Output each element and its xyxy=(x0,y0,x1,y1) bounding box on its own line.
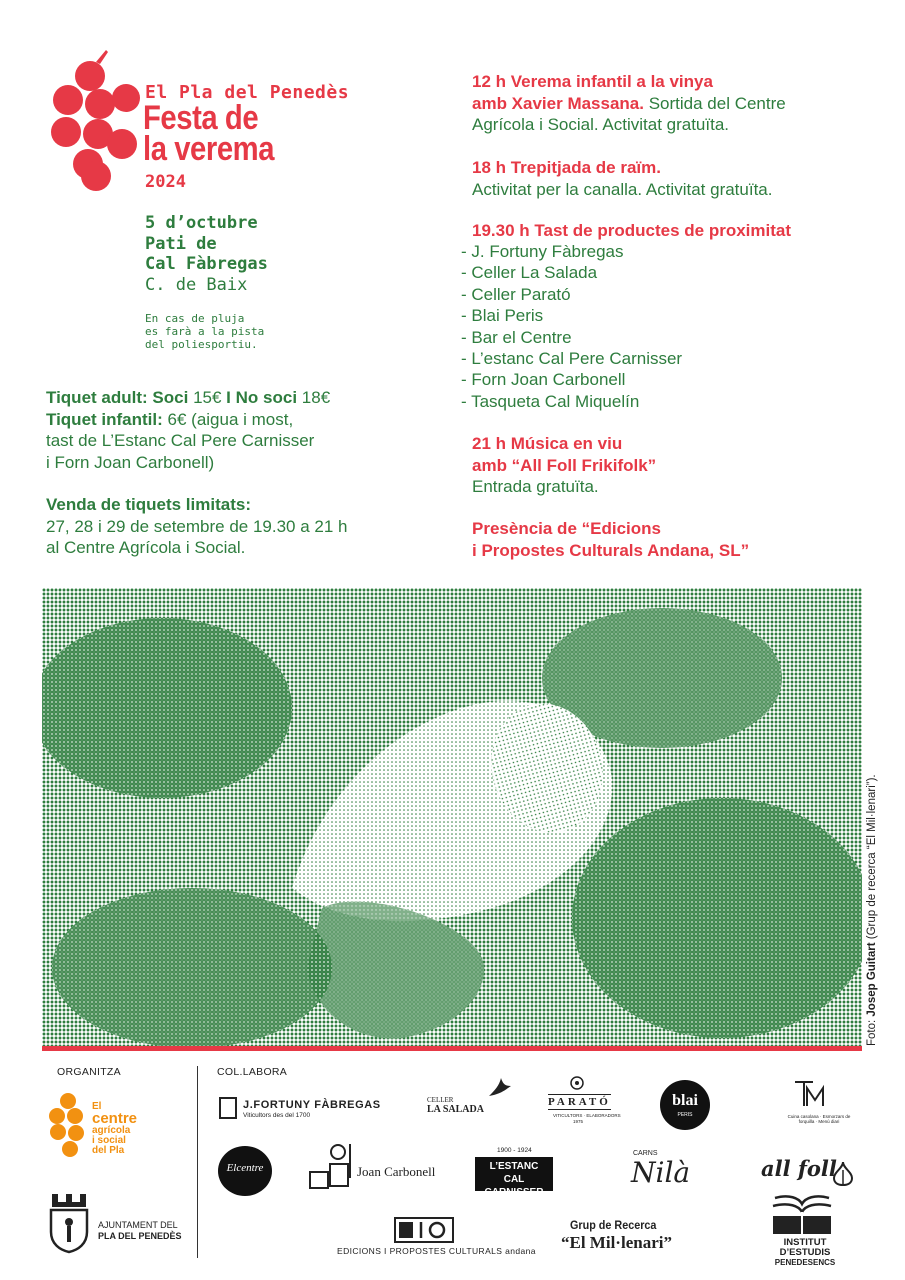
andana-text: EDICIONS I PROPOSTES CULTURALS andana xyxy=(337,1246,536,1256)
centre-logo-text xyxy=(92,1102,137,1156)
festival-year: 2024 xyxy=(145,172,186,192)
iep-line: PENEDESENCS xyxy=(774,1258,836,1267)
estanc-line: CAL CARNISSER xyxy=(484,1174,544,1198)
child-price: 6€ (aigua i most, xyxy=(167,409,294,429)
centre-text: del Pla xyxy=(92,1145,125,1156)
rain-note xyxy=(145,312,264,351)
list-item: - L’estanc Cal Pere Carnisser xyxy=(461,349,683,369)
adult-ticket-label: Tiquet adult: xyxy=(46,388,148,407)
blai-name: blai xyxy=(672,1092,698,1109)
place-line-2: Cal Fàbregas xyxy=(145,254,268,274)
event-heading: 21 h Música en viu xyxy=(472,434,623,453)
event-heading: 18 h Trepitjada de raïm. xyxy=(472,158,661,177)
rain-note-line: del poliesportiu. xyxy=(145,338,258,351)
centre-text: i social xyxy=(92,1135,126,1146)
event-trepitjada xyxy=(472,157,772,200)
parato-logo: PARATÓ xyxy=(548,1096,611,1108)
rain-note-line: es farà a la pista xyxy=(145,325,265,338)
child-note: tast de L’Estanc Cal Pere Carnisser xyxy=(46,431,315,450)
grape-logo-icon xyxy=(48,48,140,198)
collabora-label: COL.LABORA xyxy=(217,1066,288,1078)
parato-sub: VITICULTORS · ELABORADORS xyxy=(553,1113,621,1118)
joan-carbonell-logo: Joan Carbonell xyxy=(357,1164,436,1179)
ajuntament-line: AJUNTAMENT DEL xyxy=(98,1220,178,1230)
rain-note-line: En cas de pluja xyxy=(145,312,245,325)
centre-text: centre xyxy=(92,1110,138,1127)
ticket-sale-info xyxy=(46,494,348,559)
child-ticket-label: Tiquet infantil: xyxy=(46,409,163,429)
allfoll-logo: all foll xyxy=(761,1156,837,1181)
event-edicions xyxy=(472,518,749,561)
list-item: - Celler Parató xyxy=(461,284,571,304)
sale-dates: 27, 28 i 29 de setembre de 19.30 a 21 h xyxy=(46,516,348,536)
credit-name: Josep Guitart xyxy=(866,942,878,1017)
event-text: Sortida del Centre xyxy=(643,93,786,113)
event-heading: amb Xavier Massana. xyxy=(472,93,644,113)
event-heading: i Propostes Culturals Andana, SL” xyxy=(472,540,750,560)
tm-sub-line: forquilla · Menú diari xyxy=(798,1119,840,1124)
garlic-icon xyxy=(832,1160,854,1186)
sale-place: al Centre Agrícola i Social. xyxy=(46,538,246,557)
fortuny-sub: Viticultors des del 1700 xyxy=(243,1112,311,1119)
event-musica xyxy=(472,433,656,498)
event-heading: 12 h Verema infantil a la vinya xyxy=(472,72,713,91)
nila-logo: Nilà xyxy=(631,1156,691,1189)
title-line-1: Festa de xyxy=(143,99,259,137)
bird-icon xyxy=(487,1076,513,1100)
estanc-line: L’ESTANC xyxy=(489,1161,539,1172)
tm-sub-line: Cuina casolana · Esmorzars de xyxy=(787,1114,851,1119)
recerca-line-2: “El Mil·lenari” xyxy=(561,1233,672,1252)
fortuny-icon xyxy=(219,1097,237,1119)
list-item: - Blai Peris xyxy=(461,306,544,326)
parato-year: 1975 xyxy=(573,1119,584,1124)
event-tast xyxy=(472,220,791,242)
soci-label: Soci xyxy=(152,388,189,407)
centre-text: El xyxy=(92,1101,102,1112)
salada-line-1: CELLER xyxy=(427,1096,454,1104)
list-item: - Tasqueta Cal Miquelín xyxy=(461,391,640,411)
centre-text: agrícola xyxy=(92,1125,131,1136)
producers-list xyxy=(461,241,682,412)
photo-bottom-bar xyxy=(42,1046,862,1051)
soci-price: 15€ xyxy=(193,388,222,407)
child-note: i Forn Joan Carbonell) xyxy=(46,452,215,472)
blai-sub: PERIS xyxy=(677,1112,693,1118)
title-line-2: la verema xyxy=(143,130,275,168)
place-line-1: Pati de xyxy=(145,233,217,254)
estanc-years: 1900 - 1924 xyxy=(497,1147,532,1154)
iep-line: D’ESTUDIS xyxy=(779,1247,831,1258)
sale-title: Venda de tiquets limitats: xyxy=(46,495,251,514)
elcentre-name: Elcentre xyxy=(226,1162,264,1174)
fortuny-logo: J.FORTUNY FÀBREGAS xyxy=(243,1099,381,1111)
ajuntament-text xyxy=(98,1220,182,1242)
photo-credit xyxy=(866,774,878,1046)
credit-suffix: (Grup de recerca “El Mil·lenari”). xyxy=(866,774,878,943)
ticket-info xyxy=(46,387,330,473)
harvest-photo xyxy=(42,588,862,1046)
parato-crest-icon xyxy=(570,1074,584,1092)
recerca-line-1: Grup de Recerca xyxy=(570,1218,657,1232)
event-heading: 19.30 h Tast de productes de proximitat xyxy=(472,221,791,240)
list-item: - Celler La Salada xyxy=(461,263,598,283)
price-separator: I xyxy=(226,388,231,407)
centre-grape-icon xyxy=(48,1092,90,1160)
event-text: Agrícola i Social. Activitat gratuïta. xyxy=(472,115,730,134)
organitza-label: ORGANITZA xyxy=(57,1066,121,1078)
ajuntament-shield-icon xyxy=(48,1192,90,1254)
event-heading: Presència de “Edicions xyxy=(472,519,661,538)
tm-monogram-icon xyxy=(793,1078,829,1110)
place-street: C. de Baix xyxy=(145,274,248,295)
town-name: El Pla del Penedès xyxy=(145,82,350,103)
iep-book-icon xyxy=(769,1192,835,1238)
list-item: - Bar el Centre xyxy=(461,327,572,347)
event-text: Entrada gratuïta. xyxy=(472,477,599,496)
iep-line: INSTITUT xyxy=(783,1237,827,1248)
event-verema-infantil xyxy=(472,71,786,136)
list-item: - J. Fortuny Fàbregas xyxy=(461,242,624,261)
event-text: Activitat per la canalla. Activitat gratuïta. xyxy=(472,179,773,199)
andana-logo-icon xyxy=(393,1216,455,1244)
event-place xyxy=(145,213,268,295)
iep-text xyxy=(770,1238,840,1268)
nila-top: CARNS xyxy=(633,1150,658,1157)
salada-line-2: LA SALADA xyxy=(427,1104,484,1115)
event-date: 5 d’octubre xyxy=(145,213,258,233)
nosoci-price: 18€ xyxy=(301,388,331,407)
ajuntament-line: PLA DEL PENEDÈS xyxy=(98,1231,182,1241)
nosoci-label: No soci xyxy=(235,388,298,407)
list-item: - Forn Joan Carbonell xyxy=(461,370,626,390)
tm-sub xyxy=(787,1114,851,1124)
event-heading: amb “All Foll Frikifolk” xyxy=(472,455,657,475)
festival-title xyxy=(143,99,275,168)
footer-divider xyxy=(197,1066,198,1258)
credit-prefix: Foto: xyxy=(866,1016,878,1046)
estanc-text xyxy=(475,1160,553,1199)
baker-figure-icon xyxy=(308,1138,354,1194)
